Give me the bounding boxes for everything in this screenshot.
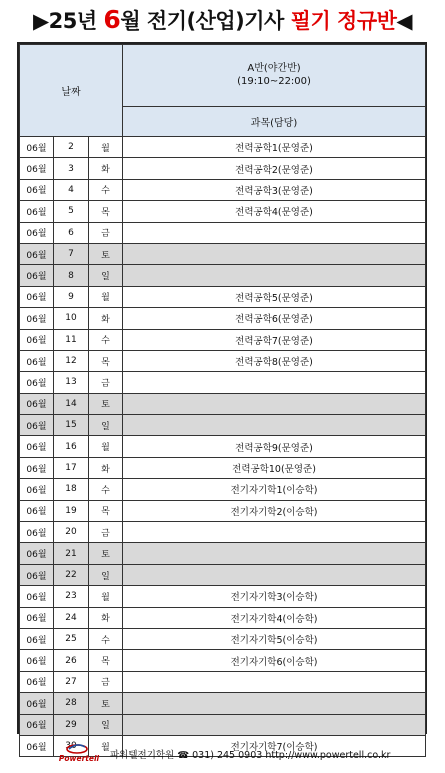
schedule-row [20,522,426,543]
subject-cell [123,372,426,393]
subject-cell: 전력공학7(문영준) [123,329,426,350]
month-cell: 06월 [20,265,54,286]
title-arrow-left: ▶ [32,9,49,33]
month-cell: 06월 [20,543,54,564]
month-cell: 06월 [20,222,54,243]
month-cell: 06월 [20,372,54,393]
month-cell: 06월 [20,350,54,371]
schedule-row [20,457,426,478]
subject-cell [123,714,426,735]
day-cell: 5 [54,201,89,222]
subject-cell: 전기자기학3(이승학) [123,586,426,607]
subject-cell [123,693,426,714]
subject-cell: 전력공학5(문영준) [123,286,426,307]
month-cell: 06월 [20,479,54,500]
schedule-row [20,586,426,607]
page-title [0,4,445,36]
subject-cell [123,265,426,286]
month-cell: 06월 [20,607,54,628]
day-cell: 21 [54,543,89,564]
weekday-cell: 토 [89,693,123,714]
schedule-row [20,543,426,564]
schedule-row [20,329,426,350]
day-cell: 8 [54,265,89,286]
day-cell: 26 [54,650,89,671]
subject-cell [123,671,426,692]
day-cell: 30 [54,735,89,756]
weekday-cell: 일 [89,265,123,286]
subject-cell: 전기자기학4(이승학) [123,607,426,628]
month-cell: 06월 [20,158,54,179]
weekday-cell: 월 [89,137,123,158]
day-cell: 20 [54,522,89,543]
schedule-row [20,350,426,371]
schedule-sheet [17,42,427,754]
month-cell: 06월 [20,137,54,158]
subject-cell [123,243,426,264]
day-cell: 12 [54,350,89,371]
day-cell: 11 [54,329,89,350]
schedule-row [20,415,426,436]
month-cell: 06월 [20,628,54,649]
subject-cell: 전력공학3(문영준) [123,179,426,200]
subject-cell [123,415,426,436]
schedule-row [20,179,426,200]
day-cell: 6 [54,222,89,243]
month-cell: 06월 [20,243,54,264]
day-cell: 9 [54,286,89,307]
month-cell: 06월 [20,522,54,543]
month-cell: 06월 [20,329,54,350]
day-cell: 27 [54,671,89,692]
day-cell: 25 [54,628,89,649]
month-cell: 06월 [20,286,54,307]
weekday-cell: 토 [89,243,123,264]
month-cell: 06월 [20,586,54,607]
month-cell: 06월 [20,671,54,692]
schedule-row [20,607,426,628]
month-cell: 06월 [20,436,54,457]
day-cell: 13 [54,372,89,393]
footer [0,742,445,766]
powertell-logo [56,742,102,766]
day-cell: 29 [54,714,89,735]
month-cell: 06월 [20,393,54,414]
day-cell: 17 [54,457,89,478]
weekday-cell: 목 [89,201,123,222]
schedule-row [20,693,426,714]
schedule-row [20,500,426,521]
subject-cell [123,393,426,414]
subject-cell: 전력공학4(문영준) [123,201,426,222]
schedule-row [20,479,426,500]
weekday-cell: 토 [89,543,123,564]
schedule-row [20,286,426,307]
month-cell: 06월 [20,179,54,200]
schedule-row [20,308,426,329]
day-cell: 3 [54,158,89,179]
schedule-row [20,222,426,243]
day-cell: 23 [54,586,89,607]
schedule-row [20,628,426,649]
schedule-row [20,393,426,414]
weekday-cell: 화 [89,308,123,329]
weekday-cell: 화 [89,158,123,179]
day-cell: 22 [54,564,89,585]
day-cell: 7 [54,243,89,264]
subject-cell [123,543,426,564]
subject-cell: 전력공학9(문영준) [123,436,426,457]
weekday-cell: 토 [89,393,123,414]
schedule-rows [20,137,426,757]
month-cell: 06월 [20,308,54,329]
title-prefix: 25년 [48,9,104,33]
weekday-cell: 목 [89,650,123,671]
title-month: 6 [103,5,121,34]
date-header: 날짜 [20,45,123,137]
schedule-row [20,372,426,393]
subject-cell: 전기자기학5(이승학) [123,628,426,649]
day-cell: 10 [54,308,89,329]
weekday-cell: 금 [89,222,123,243]
schedule-table [19,44,426,757]
title-arrow-right: ◀ [396,9,413,33]
month-cell: 06월 [20,714,54,735]
schedule-row [20,436,426,457]
subject-cell: 전력공학8(문영준) [123,350,426,371]
month-cell: 06월 [20,564,54,585]
weekday-cell: 금 [89,522,123,543]
weekday-cell: 월 [89,586,123,607]
schedule-row [20,201,426,222]
weekday-cell: 목 [89,350,123,371]
subject-cell: 전력공학2(문영준) [123,158,426,179]
day-cell: 18 [54,479,89,500]
subject-cell: 전기자기학2(이승학) [123,500,426,521]
schedule-row [20,243,426,264]
weekday-cell: 수 [89,479,123,500]
day-cell: 24 [54,607,89,628]
class-time: (19:10~22:00) [237,76,311,88]
footer-contact: 파워텔전기학원 ☎ 031) 245 0903 http://www.powertell.co.kr [110,750,391,761]
day-cell: 28 [54,693,89,714]
weekday-cell: 월 [89,286,123,307]
weekday-cell: 월 [89,735,123,756]
day-cell: 19 [54,500,89,521]
weekday-cell: 월 [89,436,123,457]
weekday-cell: 화 [89,457,123,478]
subject-cell: 전기자기학7(이승학) [123,735,426,756]
weekday-cell: 화 [89,607,123,628]
subject-cell [123,564,426,585]
class-header [123,45,426,107]
month-cell: 06월 [20,457,54,478]
month-cell: 06월 [20,415,54,436]
day-cell: 15 [54,415,89,436]
weekday-cell: 금 [89,372,123,393]
subject-cell: 전기자기학1(이승학) [123,479,426,500]
subject-cell [123,522,426,543]
month-cell: 06월 [20,650,54,671]
day-cell: 16 [54,436,89,457]
schedule-row [20,714,426,735]
title-middle: 월 전기(산업)기사 [120,9,291,33]
subject-header: 과목(담당) [123,106,426,136]
weekday-cell: 일 [89,415,123,436]
day-cell: 4 [54,179,89,200]
subject-cell: 전력공학6(문영준) [123,308,426,329]
class-name: A반(야간반) [247,63,301,75]
weekday-cell: 수 [89,329,123,350]
subject-cell: 전력공학1(문영준) [123,137,426,158]
day-cell: 14 [54,393,89,414]
weekday-cell: 수 [89,179,123,200]
schedule-row [20,158,426,179]
logo-text: Powertell [58,754,100,763]
subject-cell: 전기자기학6(이승학) [123,650,426,671]
subject-cell: 전력공학10(문영준) [123,457,426,478]
schedule-row [20,265,426,286]
month-cell: 06월 [20,735,54,756]
subject-cell [123,222,426,243]
month-cell: 06월 [20,201,54,222]
month-cell: 06월 [20,693,54,714]
weekday-cell: 일 [89,714,123,735]
schedule-row [20,564,426,585]
day-cell: 2 [54,137,89,158]
schedule-row [20,650,426,671]
month-cell: 06월 [20,500,54,521]
weekday-cell: 수 [89,628,123,649]
weekday-cell: 일 [89,564,123,585]
schedule-row [20,671,426,692]
title-highlight: 필기 정규반 [290,9,397,33]
weekday-cell: 금 [89,671,123,692]
weekday-cell: 목 [89,500,123,521]
logo-swirl-icon [66,742,88,754]
schedule-row [20,137,426,158]
